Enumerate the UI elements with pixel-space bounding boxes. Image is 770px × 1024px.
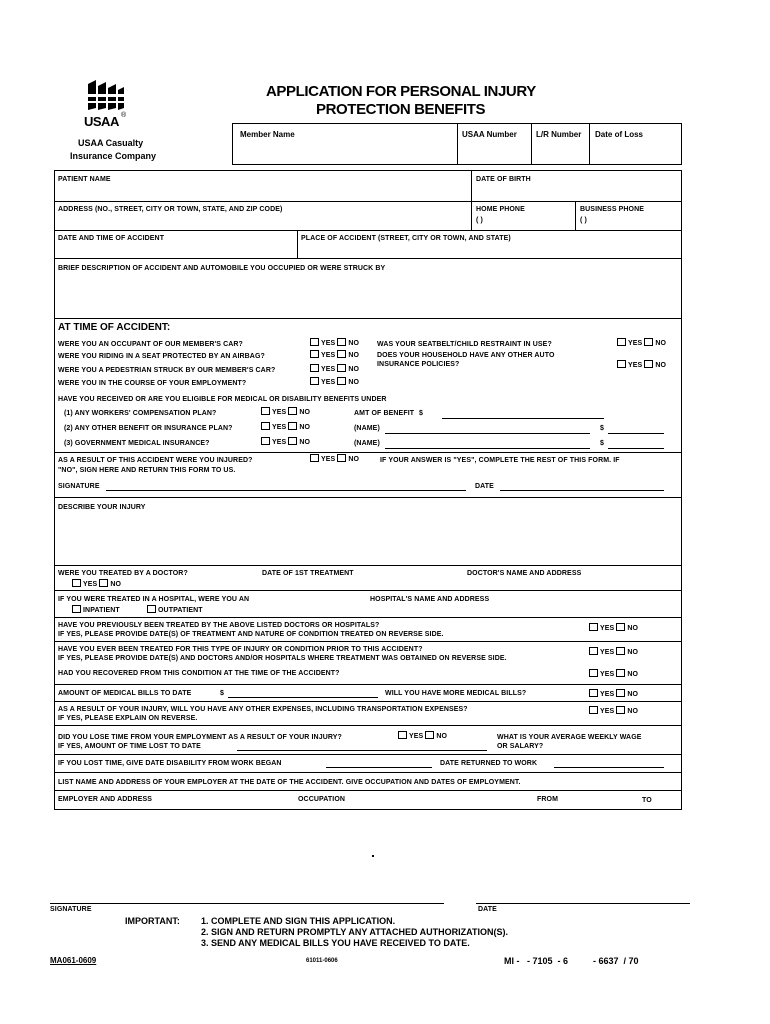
lose-time-yes-no[interactable] (398, 731, 447, 741)
checkbox[interactable] (616, 689, 625, 697)
doctor-name-address-label: DOCTOR'S NAME AND ADDRESS (467, 570, 582, 577)
no-label: NO (348, 379, 360, 386)
checkbox[interactable] (99, 579, 108, 587)
amount-bills-label: AMOUNT OF MEDICAL BILLS TO DATE (58, 690, 192, 697)
q-more-bills: WILL YOU HAVE MORE MEDICAL BILLS? (385, 690, 527, 697)
checkbox[interactable] (288, 437, 297, 445)
dollar-sign: $ (600, 425, 604, 432)
no-label: NO (627, 691, 639, 698)
no-label: NO (299, 409, 311, 416)
divider (54, 754, 682, 755)
describe-injury-field[interactable] (58, 514, 676, 562)
describe-injury-label: DESCRIBE YOUR INJURY (58, 504, 146, 511)
date-of-loss-field[interactable] (595, 140, 679, 162)
yes-label: YES (628, 340, 643, 347)
date-of-loss-label: Date of Loss (595, 130, 644, 139)
company-line-2: Insurance Company (70, 151, 157, 161)
signature-line (50, 903, 444, 904)
checkbox[interactable] (589, 623, 598, 631)
checkbox[interactable] (261, 407, 270, 415)
checkbox[interactable] (616, 669, 625, 677)
yes-label: YES (600, 671, 615, 678)
q-prev-treated-1: HAVE YOU PREVIOUSLY BEEN TREATED BY THE ABOVE LISTED DOCTORS OR HOSPITALS? (58, 622, 380, 629)
divider (54, 452, 682, 453)
q-prev-treated-2: IF YES, PLEASE PROVIDE DATE(S) OF TREATMENT AND NATURE OF CONDITION TREATED ON REVERSE SIDE. (58, 631, 444, 638)
no-label: NO (627, 708, 639, 715)
government-name-field[interactable] (385, 448, 590, 449)
if-no-instruction: "NO", SIGN HERE AND RETURN THIS FORM TO US. (58, 467, 236, 474)
place-accident-field[interactable] (301, 243, 677, 257)
date-time-accident-field[interactable] (58, 243, 294, 257)
checkbox[interactable] (398, 731, 407, 739)
brief-description-label: BRIEF DESCRIPTION OF ACCIDENT AND AUTOMOBILE YOU OCCUPIED OR WERE STRUCK BY (58, 265, 386, 272)
ever-treated-yes-no[interactable] (589, 647, 638, 657)
outpatient-label: OUTPATIENT (158, 607, 203, 614)
government-yes-no[interactable] (261, 437, 310, 447)
q-ever-treated-1: HAVE YOU EVER BEEN TREATED FOR THIS TYPE OF INJURY OR CONDITION PRIOR TO THIS ACCIDENT? (58, 646, 423, 653)
occupation-label: OCCUPATION (298, 796, 346, 803)
lr-number-label: L/R Number (536, 130, 582, 139)
footer-signature-label: SIGNATURE (50, 906, 92, 913)
q-airbag: WERE YOU RIDING IN A SEAT PROTECTED BY AN AIRBAG? (58, 353, 265, 360)
footer-date-label: DATE (478, 906, 497, 913)
date-of-birth-label: DATE OF BIRTH (476, 176, 531, 183)
checkbox[interactable] (617, 338, 626, 346)
checkbox[interactable] (337, 454, 346, 462)
q-employment: WERE YOU IN THE COURSE OF YOUR EMPLOYMENT? (58, 380, 247, 387)
q-lose-time-2: IF YES, AMOUNT OF TIME LOST TO DATE (58, 743, 201, 750)
divider (54, 772, 682, 773)
q-other-benefit: (2) ANY OTHER BENEFIT OR INSURANCE PLAN? (64, 425, 233, 432)
lr-number-field[interactable] (536, 140, 586, 162)
no-label: NO (627, 649, 639, 656)
q-weekly-wage-2: OR SALARY? (497, 743, 544, 750)
home-phone-label: HOME PHONE (476, 206, 525, 213)
more-bills-yes-no[interactable] (589, 689, 638, 699)
yes-label: YES (321, 456, 336, 463)
patient-name-label: PATIENT NAME (58, 176, 111, 183)
q-expenses-1: AS A RESULT OF YOUR INJURY, WILL YOU HAVE ANY OTHER EXPENSES, INCLUDING TRANSPORTATION EXPENSES? (58, 706, 468, 713)
form-code: 61011-0606 (306, 958, 338, 964)
household-yes-no[interactable] (617, 360, 666, 370)
divider (54, 230, 682, 231)
no-label: NO (655, 340, 667, 347)
hospital-name-address-label: HOSPITAL'S NAME AND ADDRESS (370, 596, 490, 603)
checkbox[interactable] (288, 407, 297, 415)
divider (54, 684, 682, 685)
inpatient-label: INPATIENT (83, 607, 120, 614)
disability-date-field[interactable] (326, 767, 432, 768)
patient-name-field[interactable] (58, 184, 468, 200)
employer-address-label: EMPLOYER AND ADDRESS (58, 796, 153, 803)
employment-yes-no[interactable] (310, 377, 359, 387)
checkbox[interactable] (589, 706, 598, 714)
checkbox[interactable] (617, 360, 626, 368)
no-label: NO (299, 424, 311, 431)
checkbox[interactable] (261, 437, 270, 445)
usaa-number-field[interactable] (462, 140, 528, 162)
occupant-yes-no[interactable] (310, 338, 359, 348)
divider (575, 201, 576, 231)
q-workers: (1) ANY WORKERS' COMPENSATION PLAN? (64, 410, 217, 417)
checkbox[interactable] (616, 706, 625, 714)
speck (372, 855, 374, 857)
doctor-yes-no[interactable] (72, 579, 121, 589)
q-household-1: DOES YOUR HOUSEHOLD HAVE ANY OTHER AUTO (377, 352, 555, 359)
checkbox[interactable] (261, 422, 270, 430)
form-title-line-2: PROTECTION BENEFITS (316, 101, 486, 118)
home-phone-parens[interactable]: ( ) (476, 217, 483, 224)
yes-label: YES (600, 708, 615, 715)
yes-label: YES (600, 625, 615, 632)
time-lost-field[interactable] (237, 750, 487, 751)
seatbelt-yes-no[interactable] (617, 338, 666, 348)
signature-label: SIGNATURE (58, 483, 100, 490)
no-label: NO (436, 733, 448, 740)
no-label: NO (348, 456, 360, 463)
brief-description-field[interactable] (58, 275, 676, 315)
logo-text: USAA (84, 114, 119, 129)
no-label: NO (299, 439, 311, 446)
divider (457, 123, 458, 165)
form-title-line-1: APPLICATION FOR PERSONAL INJURY (266, 83, 536, 100)
date-line (476, 903, 690, 904)
dollar-sign: $ (600, 440, 604, 447)
q-occupant: WERE YOU AN OCCUPANT OF OUR MEMBER'S CAR? (58, 341, 243, 348)
divider (54, 725, 682, 726)
yes-label: YES (272, 439, 287, 446)
divider (54, 590, 682, 591)
date-first-treatment-label: DATE OF 1ST TREATMENT (262, 570, 354, 577)
dollar-sign: $ (419, 410, 423, 417)
checkbox[interactable] (147, 605, 156, 613)
company-line-1: USAA Casualty (78, 138, 144, 148)
q-lose-time-1: DID YOU LOSE TIME FROM YOUR EMPLOYMENT AS A RESULT OF YOUR INJURY? (58, 734, 342, 741)
divider (54, 790, 682, 791)
name-label: (NAME) (354, 440, 380, 447)
yes-label: YES (321, 340, 336, 347)
important-item-1: 1. COMPLETE AND SIGN THIS APPLICATION. (201, 916, 396, 926)
q-ever-treated-2: IF YES, PLEASE PROVIDE DATE(S) AND DOCTORS AND/OR HOSPITALS WHERE TREATMENT WAS OBTAINED ON REVERSE SIDE. (58, 655, 507, 662)
no-label: NO (348, 352, 360, 359)
address-label: ADDRESS (NO., STREET, CITY OR TOWN, STATE, AND ZIP CODE) (58, 206, 283, 213)
q-hospital: IF YOU WERE TREATED IN A HOSPITAL, WERE YOU AN (58, 596, 250, 603)
recovered-yes-no[interactable] (589, 669, 638, 679)
list-employer-label: LIST NAME AND ADDRESS OF YOUR EMPLOYER AT THE DATE OF THE ACCIDENT. GIVE OCCUPATION AND DATES OF EMPLOYMENT. (58, 779, 521, 786)
injured-yes-no[interactable] (310, 454, 359, 464)
pedestrian-yes-no[interactable] (310, 364, 359, 374)
checkbox[interactable] (644, 338, 653, 346)
registered-mark: ® (121, 112, 127, 119)
dollar-sign: $ (220, 690, 224, 697)
checkbox[interactable] (616, 647, 625, 655)
checkbox[interactable] (310, 350, 319, 358)
q-disability: IF YOU LOST TIME, GIVE DATE DISABILITY FROM WORK BEGAN (58, 760, 282, 767)
signature-field[interactable] (106, 490, 466, 491)
business-phone-label: BUSINESS PHONE (580, 206, 645, 213)
inpatient-option[interactable] (72, 605, 120, 615)
important-label: IMPORTANT: (125, 916, 180, 926)
checkbox[interactable] (310, 377, 319, 385)
to-label: TO (642, 797, 652, 804)
expenses-yes-no[interactable] (589, 706, 638, 716)
checkbox[interactable] (616, 623, 625, 631)
yes-label: YES (83, 581, 98, 588)
checkbox[interactable] (589, 647, 598, 655)
q-recovered: HAD YOU RECOVERED FROM THIS CONDITION AT THE TIME OF THE ACCIDENT? (58, 670, 340, 677)
divider (589, 123, 590, 165)
checkbox[interactable] (589, 689, 598, 697)
divider (54, 641, 682, 642)
date-returned-field[interactable] (554, 767, 664, 768)
airbag-yes-no[interactable] (310, 350, 359, 360)
q-weekly-wage-1: WHAT IS YOUR AVERAGE WEEKLY WAGE (497, 734, 642, 741)
yes-label: YES (321, 366, 336, 373)
no-label: NO (627, 671, 639, 678)
no-label: NO (110, 581, 122, 588)
yes-label: YES (600, 649, 615, 656)
form-codes-right: MI - - 7105 - 6 - 6637 / 70 (504, 956, 639, 966)
yes-label: YES (321, 352, 336, 359)
amount-bills-field[interactable] (228, 697, 378, 698)
divider (531, 123, 532, 165)
q-pedestrian: WERE YOU A PEDESTRIAN STRUCK BY OUR MEMBER'S CAR? (58, 367, 276, 374)
workers-yes-no[interactable] (261, 407, 310, 417)
no-label: NO (627, 625, 639, 632)
important-item-2: 2. SIGN AND RETURN PROMPTLY ANY ATTACHED AUTHORIZATION(S). (201, 927, 509, 937)
other-benefit-yes-no[interactable] (261, 422, 310, 432)
date-label: DATE (475, 483, 494, 490)
no-label: NO (348, 340, 360, 347)
other-benefit-name-field[interactable] (385, 433, 590, 434)
usaa-eagle-logo (86, 80, 126, 114)
date-time-accident-label: DATE AND TIME OF ACCIDENT (58, 235, 165, 242)
yes-label: YES (409, 733, 424, 740)
yes-label: YES (600, 691, 615, 698)
form-number: MA061-0609 (50, 956, 97, 965)
government-amount-field[interactable] (608, 448, 664, 449)
member-name-label: Member Name (240, 130, 295, 139)
checkbox[interactable] (310, 338, 319, 346)
q-seatbelt: WAS YOUR SEATBELT/CHILD RESTRAINT IN USE? (377, 341, 552, 348)
accident-heading: AT TIME OF ACCIDENT: (58, 322, 171, 333)
from-label: FROM (537, 796, 559, 803)
q-injured: AS A RESULT OF THIS ACCIDENT WERE YOU INJURED? (58, 457, 253, 464)
no-label: NO (348, 366, 360, 373)
checkbox[interactable] (337, 364, 346, 372)
divider (54, 701, 682, 702)
outpatient-option[interactable] (147, 605, 203, 615)
place-accident-label: PLACE OF ACCIDENT (STREET, CITY OR TOWN, AND STATE) (301, 235, 511, 242)
q-doctor: WERE YOU TREATED BY A DOCTOR? (58, 570, 188, 577)
divider (54, 258, 682, 259)
important-item-3: 3. SEND ANY MEDICAL BILLS YOU HAVE RECEIVED TO DATE. (201, 938, 470, 948)
amt-of-benefit-label: AMT OF BENEFIT (354, 410, 415, 417)
checkbox[interactable] (337, 350, 346, 358)
date-field[interactable] (500, 490, 664, 491)
checkbox[interactable] (288, 422, 297, 430)
yes-label: YES (272, 409, 287, 416)
checkbox[interactable] (644, 360, 653, 368)
business-phone-parens[interactable]: ( ) (580, 217, 587, 224)
usaa-number-label: USAA Number (462, 130, 517, 139)
no-label: NO (655, 362, 667, 369)
divider (54, 201, 682, 202)
q-expenses-2: IF YES, PLEASE EXPLAIN ON REVERSE. (58, 715, 198, 722)
checkbox[interactable] (72, 605, 81, 613)
q-household-2: INSURANCE POLICIES? (377, 361, 460, 368)
name-label: (NAME) (354, 425, 380, 432)
divider (54, 318, 682, 319)
q-eligible: HAVE YOU RECEIVED OR ARE YOU ELIGIBLE FOR MEDICAL OR DISABILITY BENEFITS UNDER (58, 396, 387, 403)
checkbox[interactable] (310, 454, 319, 462)
q-government: (3) GOVERNMENT MEDICAL INSURANCE? (64, 440, 210, 447)
divider (54, 617, 682, 618)
if-yes-instruction: IF YOUR ANSWER IS "YES", COMPLETE THE REST OF THIS FORM. IF (380, 457, 620, 464)
checkbox[interactable] (72, 579, 81, 587)
address-field[interactable] (58, 214, 468, 230)
checkbox[interactable] (337, 377, 346, 385)
other-benefit-amount-field[interactable] (608, 433, 664, 434)
date-returned-label: DATE RETURNED TO WORK (440, 760, 538, 767)
checkbox[interactable] (310, 364, 319, 372)
checkbox[interactable] (337, 338, 346, 346)
date-of-birth-field[interactable] (476, 184, 676, 200)
checkbox[interactable] (589, 669, 598, 677)
yes-label: YES (321, 379, 336, 386)
yes-label: YES (272, 424, 287, 431)
divider (54, 497, 682, 498)
prev-treated-yes-no[interactable] (589, 623, 638, 633)
divider (54, 565, 682, 566)
divider (297, 230, 298, 259)
yes-label: YES (628, 362, 643, 369)
employer-entry-area[interactable] (58, 812, 676, 892)
checkbox[interactable] (425, 731, 434, 739)
amt-of-benefit-field[interactable] (442, 418, 604, 419)
member-name-field[interactable] (240, 140, 454, 162)
